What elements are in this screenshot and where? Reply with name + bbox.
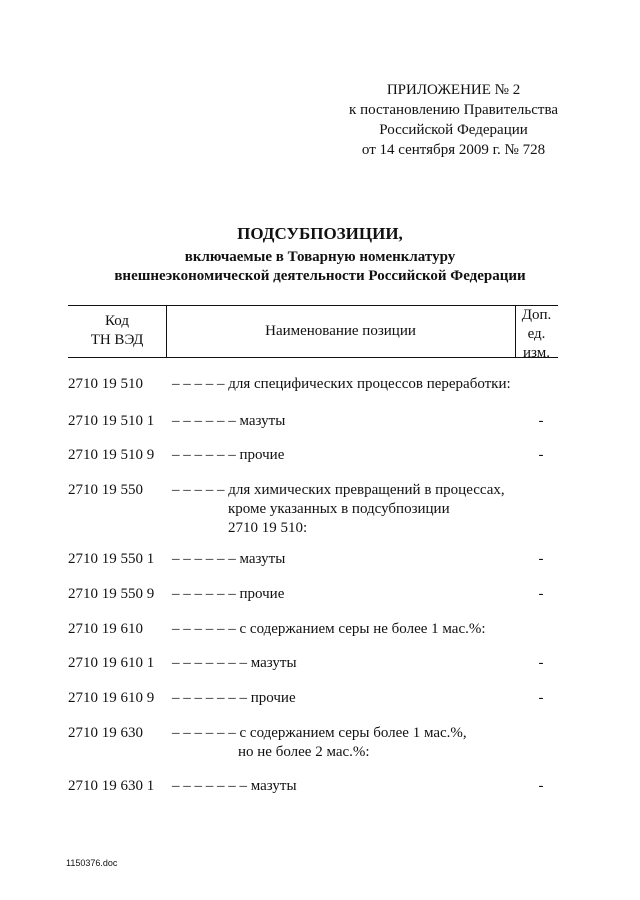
document-subtitle	[0, 248, 640, 286]
row-name-line: – – – – – – – мазуты	[172, 655, 297, 671]
row-unit: -	[538, 778, 544, 794]
row-name	[172, 412, 532, 431]
row-code: 2710 19 510 1	[68, 413, 155, 429]
row-name	[172, 724, 532, 762]
row-name	[172, 654, 532, 673]
row-code: 2710 19 610	[68, 621, 143, 637]
row-code: 2710 19 550 1	[68, 551, 155, 567]
header-unit	[515, 306, 558, 363]
row-unit: -	[538, 447, 544, 463]
row-name	[172, 620, 532, 639]
appendix-title: ПРИЛОЖЕНИЕ № 2	[386, 82, 521, 98]
row-name-line: – – – – – – прочие	[172, 586, 285, 602]
row-name-line: – – – – – – – прочие	[172, 690, 296, 706]
appendix-block	[349, 80, 558, 160]
table-header-bottom-border	[68, 357, 558, 358]
row-unit: -	[538, 551, 544, 567]
row-code: 2710 19 550	[68, 482, 143, 498]
header-code-line: Код	[105, 313, 129, 329]
row-name	[172, 550, 532, 569]
row-name	[172, 777, 532, 796]
header-code-line: ТН ВЭД	[90, 332, 144, 348]
header-unit-line: ед.	[527, 326, 546, 342]
row-name-line: – – – – – для химических превращений в процессах,	[172, 482, 505, 498]
document-title: ПОДСУБПОЗИЦИИ,	[237, 224, 403, 243]
header-name: Наименование позиции	[265, 323, 416, 339]
subtitle-line: включаемые в Товарную номенклатуру	[184, 249, 456, 265]
row-name-line: – – – – – – с содержанием серы более 1 мас.%,	[172, 725, 467, 741]
table-top-border	[68, 305, 558, 306]
row-code: 2710 19 630 1	[68, 778, 155, 794]
row-unit: -	[538, 413, 544, 429]
row-name-line: – – – – – – прочие	[172, 447, 285, 463]
row-code: 2710 19 550 9	[68, 586, 155, 602]
row-code: 2710 19 510	[68, 376, 143, 392]
row-name-line: кроме указанных в подсубпозиции	[228, 501, 450, 517]
row-code: 2710 19 610 1	[68, 655, 155, 671]
subtitle-line: внешнеэкономической деятельности Российской Федерации	[114, 268, 526, 284]
row-unit: -	[538, 586, 544, 602]
appendix-date-line: от 14 сентября 2009 г. № 728	[361, 142, 546, 158]
row-name-line: – – – – – – мазуты	[172, 551, 286, 567]
row-name-line: – – – – – – мазуты	[172, 413, 286, 429]
file-footer: 1150376.doc	[66, 858, 118, 868]
row-name-line: – – – – – – с содержанием серы не более 1 мас.%:	[172, 621, 486, 637]
row-unit: -	[538, 690, 544, 706]
header-code	[68, 312, 166, 350]
row-name	[172, 375, 532, 394]
row-name	[172, 446, 532, 465]
header-unit-line: Доп.	[521, 307, 552, 323]
row-name-line: 2710 19 510:	[228, 520, 308, 536]
row-name	[172, 481, 532, 538]
header-unit-line: изм.	[523, 345, 550, 361]
row-name-line: но не более 2 мас.%:	[238, 744, 370, 760]
appendix-line: к постановлению Правительства	[349, 102, 558, 118]
row-name-line: – – – – – – – мазуты	[172, 778, 297, 794]
appendix-line: Российской Федерации	[379, 122, 528, 138]
row-code: 2710 19 510 9	[68, 447, 155, 463]
row-name-line: – – – – – для специфических процессов переработки:	[172, 376, 511, 392]
row-code: 2710 19 610 9	[68, 690, 155, 706]
row-name	[172, 689, 532, 708]
row-unit: -	[538, 655, 544, 671]
row-name	[172, 585, 532, 604]
row-code: 2710 19 630	[68, 725, 143, 741]
